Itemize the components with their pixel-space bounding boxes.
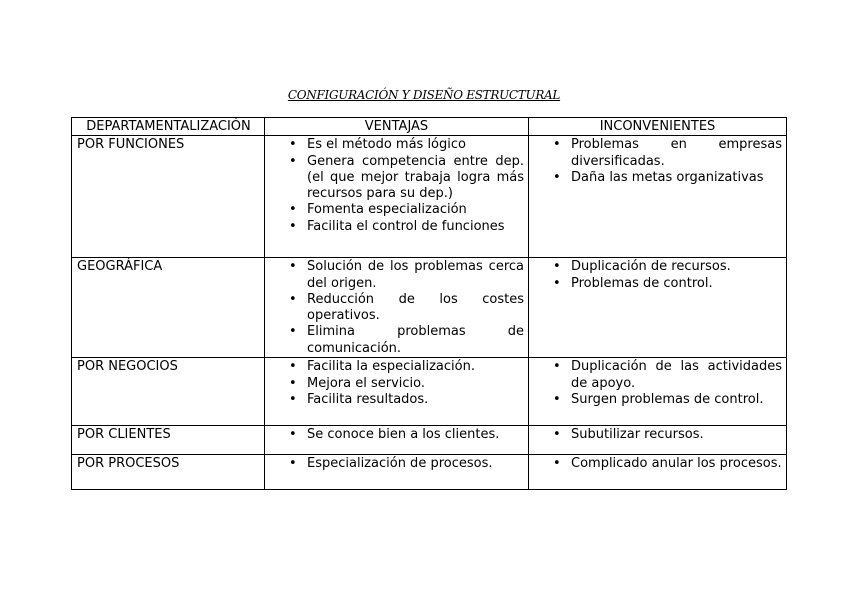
list-item: • Solución de los problemas cerca del origen. — [269, 259, 524, 292]
ventajas-list — [269, 359, 524, 408]
header-ventajas: VENTAJAS — [265, 118, 529, 136]
inconvenientes-list — [533, 456, 782, 472]
list-item: • Facilita la especialización. — [269, 359, 524, 375]
list-item: • Surgen problemas de control. — [533, 392, 782, 408]
list-item: • Duplicación de recursos. — [533, 259, 782, 275]
list-item: • Subutilizar recursos. — [533, 427, 782, 443]
inconvenientes-cell — [529, 455, 787, 490]
list-item: • Duplicación de las actividades de apoyo. — [533, 359, 782, 392]
ventajas-cell — [265, 358, 529, 426]
inconvenientes-cell — [529, 426, 787, 455]
ventajas-cell — [265, 455, 529, 490]
inconvenientes-list — [533, 359, 782, 408]
ventajas-list — [269, 259, 524, 357]
list-item: • Especialización de procesos. — [269, 456, 524, 472]
inconvenientes-cell — [529, 136, 787, 258]
row-category: POR NEGOCIOS — [72, 358, 265, 426]
ventajas-cell — [265, 136, 529, 258]
departmentalization-table — [71, 117, 787, 490]
inconvenientes-cell — [529, 258, 787, 358]
row-category: GEOGRÁFICA — [72, 258, 265, 358]
list-item: • Complicado anular los procesos. — [533, 456, 782, 472]
row-category: POR PROCESOS — [72, 455, 265, 490]
inconvenientes-list — [533, 259, 782, 292]
table-row — [72, 455, 787, 490]
list-item: • Daña las metas organizativas — [533, 170, 782, 186]
table-row — [72, 426, 787, 455]
list-item: • Problemas en empresas diversificadas. — [533, 137, 782, 170]
ventajas-list — [269, 456, 524, 472]
ventajas-cell — [265, 258, 529, 358]
inconvenientes-list — [533, 427, 782, 443]
header-departamentalizacion: DEPARTAMENTALIZACIÓN — [72, 118, 265, 136]
list-item: • Reducción de los costes operativos. — [269, 292, 524, 325]
inconvenientes-list — [533, 137, 782, 186]
list-item: • Fomenta especialización — [269, 202, 524, 218]
document-title: CONFIGURACIÓN Y DISEÑO ESTRUCTURAL — [287, 88, 561, 102]
ventajas-list — [269, 427, 524, 443]
list-item: • Problemas de control. — [533, 276, 782, 292]
list-item: • Mejora el servicio. — [269, 376, 524, 392]
list-item: • Facilita resultados. — [269, 392, 524, 408]
list-item: • Facilita el control de funciones — [269, 219, 524, 235]
table-header-row — [72, 118, 787, 136]
list-item: • Elimina problemas de comunicación. — [269, 324, 524, 357]
table-row — [72, 358, 787, 426]
row-category: POR FUNCIONES — [72, 136, 265, 258]
list-item: • Genera competencia entre dep. (el que mejor trabaja logra más recursos para su dep.) — [269, 154, 524, 203]
ventajas-cell — [265, 426, 529, 455]
row-category: POR CLIENTES — [72, 426, 265, 455]
ventajas-list — [269, 137, 524, 235]
inconvenientes-cell — [529, 358, 787, 426]
list-item: • Es el método más lógico — [269, 137, 524, 153]
header-inconvenientes: INCONVENIENTES — [529, 118, 787, 136]
table-row — [72, 258, 787, 358]
list-item: • Se conoce bien a los clientes. — [269, 427, 524, 443]
table-row — [72, 136, 787, 258]
